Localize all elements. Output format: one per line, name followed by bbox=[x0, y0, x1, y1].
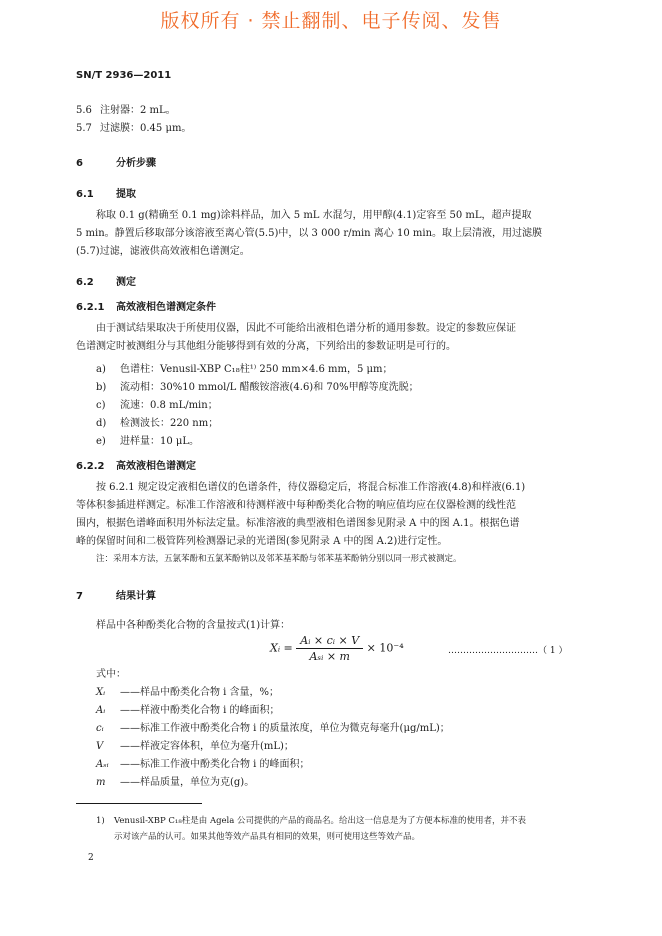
variable-description: ——样品质量，单位为克(g)。 bbox=[120, 777, 255, 788]
variable-symbol: Xᵢ bbox=[96, 687, 106, 698]
section-number: 6 bbox=[76, 158, 83, 169]
section-6-2-heading bbox=[76, 273, 136, 288]
condition-text: 检测波长：220 nm； bbox=[120, 418, 219, 429]
section-6-heading bbox=[76, 154, 156, 169]
formula bbox=[270, 634, 404, 663]
section-6-2-2-heading bbox=[76, 457, 196, 472]
condition-label: e) bbox=[96, 436, 106, 447]
condition-item bbox=[96, 378, 419, 393]
variable-description: ——样品中酚类化合物 i 含量，%； bbox=[120, 687, 280, 698]
condition-label: b) bbox=[96, 382, 107, 393]
paragraph-6-1-line-2: 5 min。静置后移取部分该溶液至离心管(5.5)中，以 3 000 r/min 离心 10 min。取上层清液，用过滤膜 bbox=[76, 228, 543, 239]
footnote-line-2: 示对该产品的认可。如果其他等效产品具有相同的效果，则可使用这些等效产品。 bbox=[114, 832, 421, 842]
paragraph-6-2-2-line-2: 等体积参插进样测定。标准工作溶液和待测样液中每种酚类化合物的响应值均应在仪器检测的线性范 bbox=[76, 500, 516, 511]
paragraph-6-1-line-3: (5.7)过滤，滤液供高效液相色谱测定。 bbox=[76, 246, 250, 257]
condition-item bbox=[96, 432, 199, 447]
paragraph-6-2-2-line-3: 围内，根据色谱峰面积用外标法定量。标准溶液的典型液相色谱图参见附录 A 中的图 A.1。根据色谱 bbox=[76, 518, 520, 529]
formula-lhs: Xᵢ = bbox=[270, 641, 293, 655]
section-number: 6.1 bbox=[76, 189, 94, 200]
variable-definition bbox=[96, 774, 254, 792]
condition-label: d) bbox=[96, 418, 107, 429]
variable-definition bbox=[96, 684, 279, 702]
note: 注：采用本方法，五氯苯酚和五氯苯酚钠以及邻苯基苯酚与邻苯基苯酚钠分别以同一形式被测定。 bbox=[96, 554, 462, 564]
variable-symbol: Aᵢ bbox=[96, 705, 106, 716]
formula-factor: × 10⁻⁴ bbox=[366, 641, 404, 655]
condition-item bbox=[96, 414, 218, 429]
footnote-number: 1) bbox=[96, 816, 105, 826]
condition-text: 色谱柱：Venusil-XBP C₁₈柱¹⁾ 250 mm×4.6 mm，5 μm； bbox=[120, 364, 393, 375]
variable-description: ——标准工作液中酚类化合物 i 的质量浓度，单位为微克每毫升(μg/mL)； bbox=[120, 723, 450, 734]
variable-description: ——样液定容体积，单位为毫升(mL)； bbox=[120, 741, 294, 752]
variable-description: ——标准工作液中酚类化合物 i 的峰面积； bbox=[120, 759, 310, 770]
formula-denominator: Aₛᵢ × m bbox=[309, 650, 350, 663]
section-title: 分析步骤 bbox=[116, 158, 156, 169]
section-6-2-1-heading bbox=[76, 298, 216, 313]
item-text: 过滤膜：0.45 μm。 bbox=[100, 123, 192, 134]
item-number: 5.6 bbox=[76, 105, 92, 116]
paragraph-6-2-2-line-1: 按 6.2.1 规定设定液相色谱仪的色谱条件，待仪器稳定后，将混合标准工作溶液(4.8)和样液(6.1) bbox=[96, 482, 526, 493]
section-7-heading bbox=[76, 587, 156, 602]
document-header: SN/T 2936—2011 bbox=[76, 70, 172, 81]
paragraph-6-2-2-line-4: 峰的保留时间和二极管阵列检测器记录的光谱图(参见附录 A 中的图 A.2)进行定性。 bbox=[76, 536, 448, 547]
condition-label: a) bbox=[96, 364, 106, 375]
where-label: 式中： bbox=[96, 669, 126, 680]
variable-definition bbox=[96, 720, 450, 738]
variable-symbol: cᵢ bbox=[96, 723, 104, 734]
condition-item bbox=[96, 396, 218, 411]
footnote-divider bbox=[76, 803, 202, 804]
variable-definition bbox=[96, 702, 280, 720]
variable-symbol: Aₛᵢ bbox=[96, 759, 109, 770]
paragraph-6-2-1-line-2: 色谱测定时被测组分与其他组分能够得到有效的分离，下列给出的参数证明是可行的。 bbox=[76, 341, 456, 352]
formula-numerator: Aᵢ × cᵢ × V bbox=[296, 634, 363, 649]
variable-definition bbox=[96, 756, 310, 774]
item-5-6 bbox=[76, 101, 176, 116]
section-title: 高效液相色谱测定条件 bbox=[116, 302, 216, 313]
condition-text: 进样量：10 μL。 bbox=[120, 436, 200, 447]
section-number: 7 bbox=[76, 591, 83, 602]
section-number: 6.2.2 bbox=[76, 461, 105, 472]
paragraph-6-2-1-line-1: 由于测试结果取决于所使用仪器，因此不可能给出液相色谱分析的通用参数。设定的参数应保证 bbox=[96, 323, 516, 334]
condition-item bbox=[96, 360, 393, 375]
section-number: 6.2 bbox=[76, 277, 94, 288]
paragraph-6-1-line-1: 称取 0.1 g(精确至 0.1 mg)涂料样品，加入 5 mL 水混匀，用甲醇(4.1)定容至 50 mL，超声提取 bbox=[96, 210, 532, 221]
formula-fraction bbox=[296, 634, 363, 663]
condition-text: 流动相：30%10 mmol/L 醋酸铵溶液(4.6)和 70%甲醇等度洗脱； bbox=[120, 382, 419, 393]
section-title: 提取 bbox=[116, 189, 136, 200]
item-number: 5.7 bbox=[76, 123, 92, 134]
condition-text: 流速：0.8 mL/min； bbox=[120, 400, 218, 411]
section-6-1-heading bbox=[76, 185, 136, 200]
calculation-intro: 样品中各种酚类化合物的含量按式(1)计算： bbox=[96, 620, 291, 631]
section-number: 6.2.1 bbox=[76, 302, 105, 313]
section-title: 结果计算 bbox=[116, 591, 156, 602]
section-title: 测定 bbox=[116, 277, 136, 288]
page-number: 2 bbox=[88, 853, 94, 863]
section-title: 高效液相色谱测定 bbox=[116, 461, 196, 472]
variable-symbol: m bbox=[96, 777, 106, 788]
variable-symbol: V bbox=[96, 741, 104, 752]
item-5-7 bbox=[76, 119, 191, 134]
condition-label: c) bbox=[96, 400, 106, 411]
copyright-watermark: 版权所有 · 禁止翻制、电子传阅、发售 bbox=[160, 10, 502, 32]
footnote-line-1: Venusil-XBP C₁₈柱是由 Agela 公司提供的产品的商品名。给出这一信息是为了方便本标准的使用者，并不表 bbox=[114, 816, 527, 826]
variable-description: ——样液中酚类化合物 i 的峰面积； bbox=[120, 705, 280, 716]
equation-number: …………………………（ 1 ） bbox=[448, 646, 568, 656]
item-text: 注射器：2 mL。 bbox=[100, 105, 176, 116]
variable-definition bbox=[96, 738, 294, 756]
